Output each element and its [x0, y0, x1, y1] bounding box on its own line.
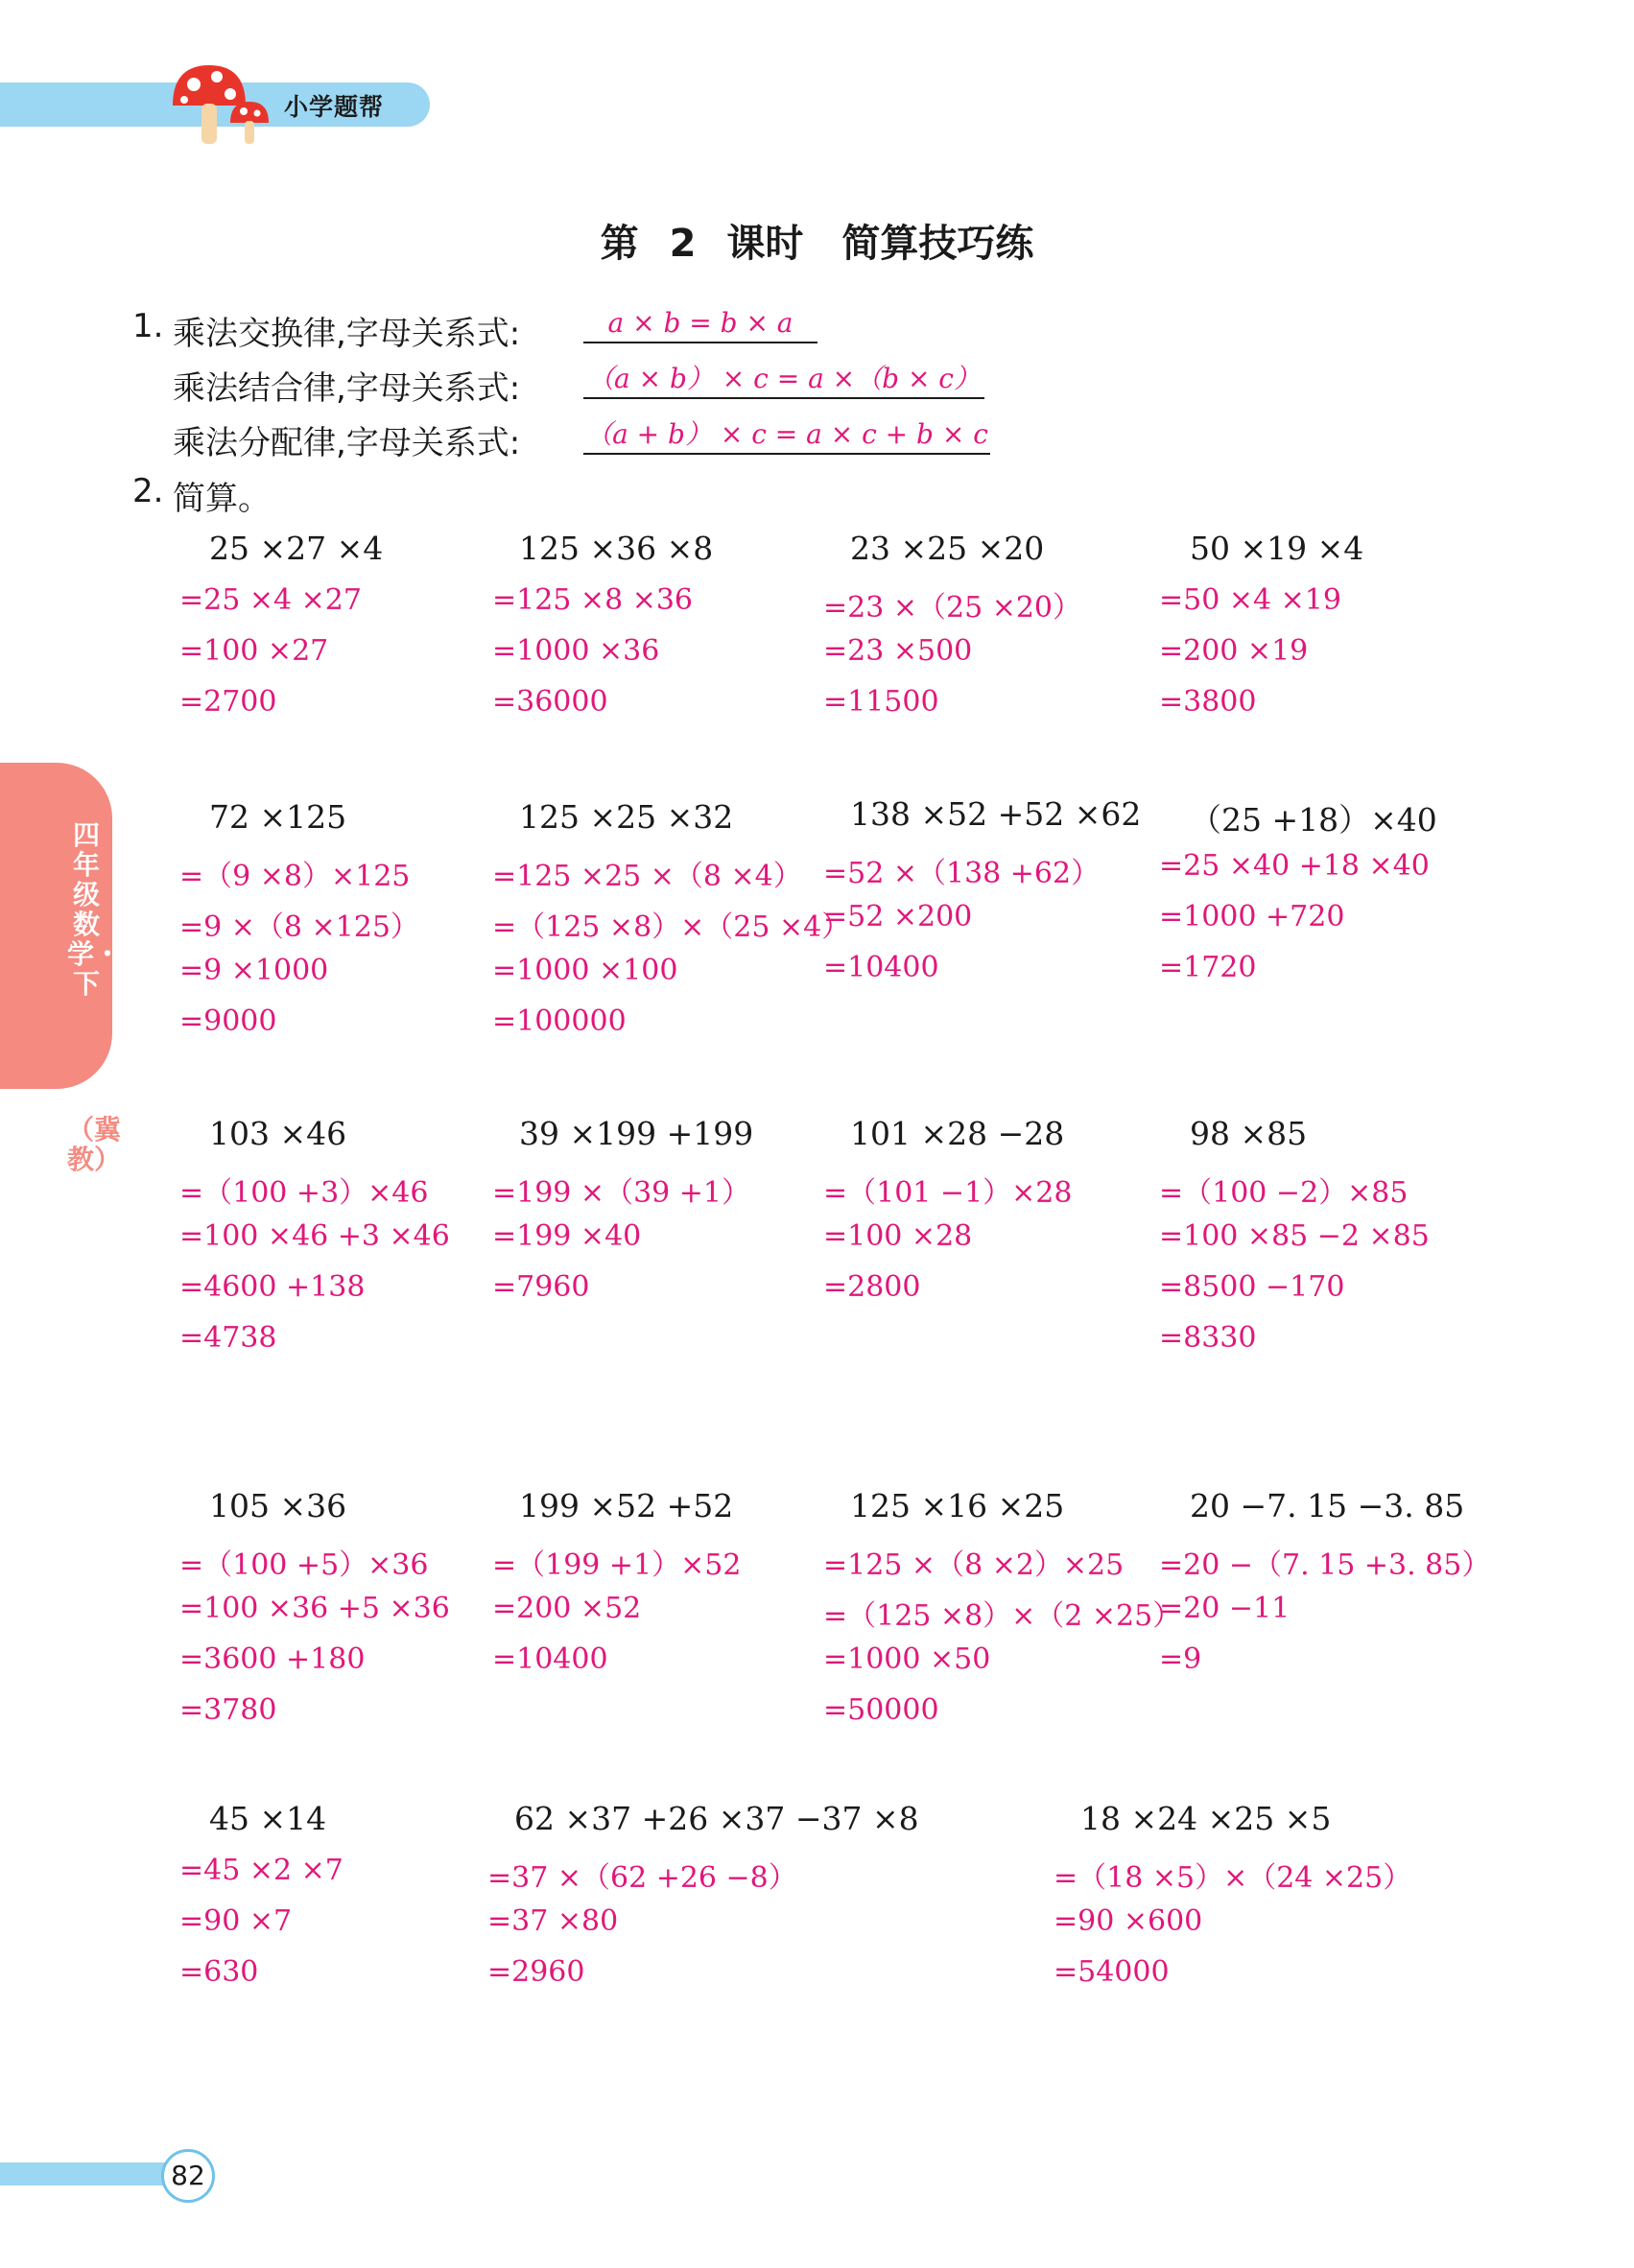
solution-step: =199 ×（39 +1） — [492, 1176, 751, 1210]
side-tab-grade: 四年级数学・下 — [67, 819, 122, 1000]
solution-step: =100 ×36 +5 ×36 — [179, 1592, 450, 1625]
solution-step: =8330 — [1159, 1321, 1257, 1355]
solution-step: =11500 — [823, 685, 939, 719]
page-bar — [0, 2162, 182, 2185]
problem-expression: 125 ×16 ×25 — [850, 1487, 1065, 1524]
solution-step: =10400 — [823, 951, 939, 984]
problem-expression: 20 −7. 15 −3. 85 — [1190, 1487, 1465, 1524]
solution-step: =45 ×2 ×7 — [179, 1854, 343, 1887]
solution-step: =50000 — [823, 1693, 939, 1727]
solution-step: =2800 — [823, 1270, 921, 1304]
solution-step: =3800 — [1159, 685, 1257, 719]
solution-step: =1000 ×36 — [492, 634, 660, 668]
solution-step: =630 — [179, 1955, 259, 1989]
solution-step: =23 ×（25 ×20） — [823, 591, 1082, 625]
q1-line-1-label: 乘法交换律,字母关系式: — [173, 315, 521, 353]
page-title: 第 2 课时 简算技巧练 — [600, 222, 1034, 266]
page-number: 82 — [161, 2149, 215, 2203]
solution-step: =200 ×19 — [1159, 634, 1309, 668]
solution-step: =37 ×（62 +26 −8） — [487, 1861, 797, 1895]
solution-step: =1000 ×100 — [492, 954, 678, 987]
solution-step: =1720 — [1159, 951, 1257, 984]
q2-number: 2. — [132, 472, 164, 510]
problem-expression: 23 ×25 ×20 — [850, 530, 1045, 567]
solution-step: =（125 ×8）×（25 ×4） — [492, 910, 851, 944]
q1-line-2-label: 乘法结合律,字母关系式: — [173, 369, 521, 408]
problem-expression: 199 ×52 +52 — [519, 1487, 734, 1524]
problem-expression: 103 ×46 — [209, 1115, 347, 1152]
q1-number: 1. — [132, 307, 164, 345]
problem-expression: 125 ×25 ×32 — [519, 798, 734, 836]
solution-step: =（100 −2）×85 — [1159, 1176, 1409, 1210]
q1-line-3-answer: （a + b） × c = a × c + b × c — [583, 416, 990, 455]
solution-step: =20 −（7. 15 +3. 85） — [1159, 1548, 1491, 1582]
solution-step: =9000 — [179, 1004, 277, 1038]
problem-expression: （25 +18）×40 — [1190, 801, 1437, 839]
solution-step: =（100 +5）×36 — [179, 1548, 429, 1582]
solution-step: =4600 +138 — [179, 1270, 366, 1304]
solution-step: =125 ×8 ×36 — [492, 583, 694, 617]
problem-expression: 25 ×27 ×4 — [209, 530, 384, 567]
problem-expression: 45 ×14 — [209, 1800, 327, 1837]
solution-step: =1000 +720 — [1159, 900, 1345, 933]
mushroom-icon — [161, 56, 276, 152]
problem-expression: 62 ×37 +26 ×37 −37 ×8 — [514, 1800, 919, 1837]
problem-expression: 72 ×125 — [209, 798, 347, 836]
solution-step: =20 −11 — [1159, 1592, 1291, 1625]
q1-line-3-label: 乘法分配律,字母关系式: — [173, 424, 521, 462]
solution-step: =（199 +1）×52 — [492, 1548, 742, 1582]
problem-expression: 125 ×36 ×8 — [519, 530, 714, 567]
brand-label: 小学题帮 — [284, 93, 385, 121]
solution-step: =2960 — [487, 1955, 585, 1989]
q1-line-2-answer: （a × b） × c = a ×（b × c） — [583, 361, 984, 399]
solution-step: =4738 — [179, 1321, 277, 1355]
solution-step: =（100 +3）×46 — [179, 1176, 429, 1210]
solution-step: =199 ×40 — [492, 1219, 642, 1253]
solution-step: =100 ×85 −2 ×85 — [1159, 1219, 1430, 1253]
solution-step: =10400 — [492, 1642, 608, 1676]
solution-step: =9 — [1159, 1642, 1202, 1676]
q2-label: 简算。 — [173, 480, 271, 518]
solution-step: =8500 −170 — [1159, 1270, 1345, 1304]
solution-step: =7960 — [492, 1270, 590, 1304]
solution-step: =125 ×25 ×（8 ×4） — [492, 860, 802, 893]
solution-step: =25 ×40 +18 ×40 — [1159, 849, 1430, 883]
solution-step: =90 ×7 — [179, 1904, 293, 1938]
problem-expression: 39 ×199 +199 — [519, 1115, 754, 1152]
problem-expression: 98 ×85 — [1190, 1115, 1308, 1152]
solution-step: =100 ×27 — [179, 634, 329, 668]
solution-step: =（18 ×5）×（24 ×25） — [1054, 1861, 1412, 1895]
solution-step: =90 ×600 — [1054, 1904, 1203, 1938]
solution-step: =200 ×52 — [492, 1592, 642, 1625]
q1-line-1-answer: a × b = b × a — [583, 305, 817, 343]
solution-step: =9 ×1000 — [179, 954, 329, 987]
solution-step: =100 ×46 +3 ×46 — [179, 1219, 450, 1253]
solution-step: =2700 — [179, 685, 277, 719]
solution-step: =100 ×28 — [823, 1219, 973, 1253]
solution-step: =（9 ×8）×125 — [179, 860, 411, 893]
solution-step: =3600 +180 — [179, 1642, 366, 1676]
solution-step: =1000 ×50 — [823, 1642, 991, 1676]
solution-step: =36000 — [492, 685, 608, 719]
solution-step: =125 ×（8 ×2）×25 — [823, 1548, 1125, 1582]
side-tab-edition: （冀教） — [67, 1114, 122, 1175]
solution-step: =（125 ×8）×（2 ×25） — [823, 1599, 1182, 1633]
solution-step: =100000 — [492, 1004, 627, 1038]
solution-step: =52 ×200 — [823, 900, 973, 933]
solution-step: =（101 −1）×28 — [823, 1176, 1073, 1210]
problem-expression: 18 ×24 ×25 ×5 — [1080, 1800, 1332, 1837]
solution-step: =37 ×80 — [487, 1904, 619, 1938]
solution-step: =9 ×（8 ×125） — [179, 910, 419, 944]
problem-expression: 138 ×52 +52 ×62 — [850, 795, 1142, 833]
problem-expression: 101 ×28 −28 — [850, 1115, 1065, 1152]
solution-step: =25 ×4 ×27 — [179, 583, 362, 617]
solution-step: =3780 — [179, 1693, 277, 1727]
problem-expression: 105 ×36 — [209, 1487, 347, 1524]
problem-expression: 50 ×19 ×4 — [1190, 530, 1364, 567]
solution-step: =52 ×（138 +62） — [823, 857, 1101, 890]
solution-step: =50 ×4 ×19 — [1159, 583, 1341, 617]
solution-step: =54000 — [1054, 1955, 1170, 1989]
solution-step: =23 ×500 — [823, 634, 973, 668]
